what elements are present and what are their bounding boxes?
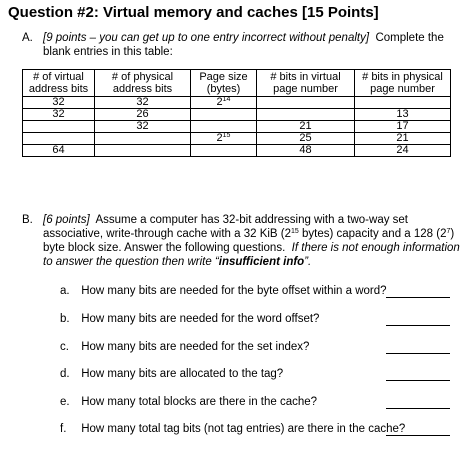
- table-body: [23, 97, 451, 157]
- part-a: [22, 31, 462, 59]
- answer-blank-a[interactable]: [386, 297, 450, 298]
- table-cell: 21: [257, 121, 355, 133]
- part-b-sentence-2: bytes) capacity and a 128 (2: [298, 228, 447, 240]
- table-cell: 48: [257, 145, 355, 157]
- question-a: a. How many bits are needed for the byte offset within a word?: [60, 285, 387, 297]
- part-b-sentence-1: Assume a computer has 32-bit addressing with a two-way set associative, write-through cache with a 32 KiB (2: [43, 214, 408, 240]
- answer-blank-b[interactable]: [386, 325, 450, 326]
- header-virtual-address-bits: # of virtual address bits: [23, 70, 95, 97]
- question-f: f. How many total tag bits (not tag entries) are there in the cache?: [60, 423, 406, 435]
- superscript-15: 15: [291, 228, 299, 235]
- part-b-instruction: If there is not enough information to answer the question then write “: [43, 242, 460, 268]
- part-b-letter: B.: [22, 214, 33, 226]
- question-b: b. How many bits are needed for the word offset?: [60, 313, 320, 325]
- table-cell: 32: [23, 97, 95, 109]
- part-a-letter: A.: [22, 32, 33, 44]
- part-a-instruction: Complete the blank entries in this table:: [43, 32, 444, 58]
- question-title: Question #2: Virtual memory and caches [15 Points]: [8, 4, 379, 21]
- answer-blank-f[interactable]: [386, 435, 450, 436]
- table-cell: 25: [257, 133, 355, 145]
- table-cell[interactable]: [95, 145, 191, 157]
- table-cell[interactable]: [191, 109, 257, 121]
- table-cell: 32: [95, 97, 191, 109]
- table-row: [23, 133, 451, 145]
- table-cell: 64: [23, 145, 95, 157]
- part-b-points: [6 points]: [43, 214, 90, 226]
- question-c: c. How many bits are needed for the set index?: [60, 341, 310, 353]
- answer-blank-d[interactable]: [386, 380, 450, 381]
- superscript-7: 7: [446, 228, 451, 235]
- answer-blank-e[interactable]: [386, 408, 450, 409]
- table-cell: 13: [355, 109, 451, 121]
- table-cell[interactable]: [95, 133, 191, 145]
- part-b-text: [43, 213, 467, 269]
- header-physical-address-bits: # of physical address bits: [95, 70, 191, 97]
- table-cell[interactable]: [191, 121, 257, 133]
- answer-blank-c[interactable]: [386, 353, 450, 354]
- header-physical-page-number-bits: # bits in physical page number: [355, 70, 451, 97]
- table-cell: 21: [355, 133, 451, 145]
- part-a-text: [43, 31, 462, 59]
- part-a-points: [9 points – you can get up to one entry incorrect without penalty]: [43, 32, 370, 44]
- part-b-instruction-end: ”.: [304, 256, 312, 268]
- table-header-row: [23, 70, 451, 97]
- table-cell: $2^{15}$: [191, 133, 257, 145]
- table-cell: 32: [23, 109, 95, 121]
- question-e: e. How many total blocks are there in the cache?: [60, 396, 318, 408]
- question-d: d. How many bits are allocated to the tag?: [60, 368, 284, 380]
- header-page-size: Page size (bytes): [191, 70, 257, 97]
- table-cell[interactable]: [191, 145, 257, 157]
- table-cell: 32: [95, 121, 191, 133]
- table-row: [23, 97, 451, 109]
- table-cell: 26: [95, 109, 191, 121]
- table-cell[interactable]: [355, 97, 451, 109]
- table-row: [23, 121, 451, 133]
- table-cell[interactable]: [23, 133, 95, 145]
- table-cell: 24: [355, 145, 451, 157]
- table-cell[interactable]: [23, 121, 95, 133]
- virtual-memory-table: [22, 69, 451, 157]
- table-cell[interactable]: [257, 97, 355, 109]
- insufficient-info-text: insufficient info: [218, 256, 305, 268]
- table-cell: 17: [355, 121, 451, 133]
- table-cell[interactable]: [257, 109, 355, 121]
- table-row: [23, 109, 451, 121]
- header-virtual-page-number-bits: # bits in virtual page number: [257, 70, 355, 97]
- part-b-sentence-3: ) byte block size. Answer the following questions.: [43, 228, 455, 254]
- table-row: [23, 145, 451, 157]
- part-b: [22, 213, 467, 269]
- table-cell: $2^{14}$: [191, 97, 257, 109]
